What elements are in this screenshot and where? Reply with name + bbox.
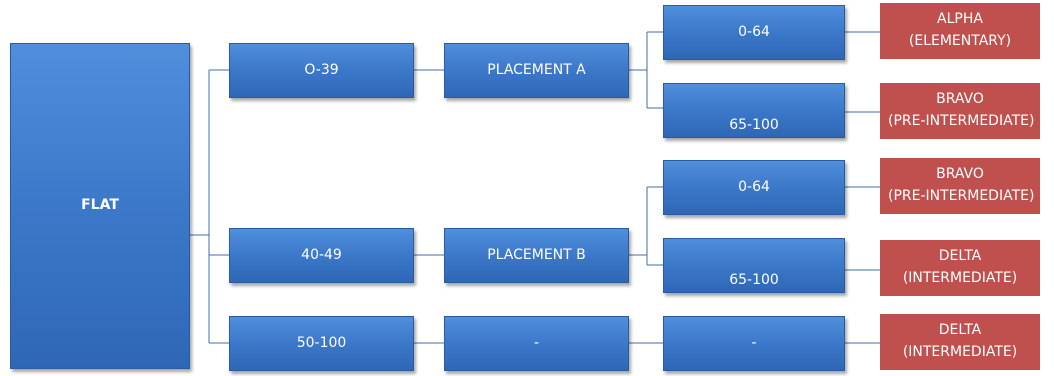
- placement-label: PLACEMENT A: [487, 61, 586, 78]
- level-name: BRAVO: [936, 91, 984, 108]
- level-name: DELTA: [938, 248, 982, 265]
- score-label: 0-64: [738, 178, 770, 195]
- range-label: 40-49: [301, 246, 342, 263]
- level-node-5: [880, 314, 1040, 370]
- root-node: [10, 43, 190, 369]
- score-label: 0-64: [738, 23, 770, 40]
- root-label: FLAT: [81, 197, 119, 214]
- level-node-1: [880, 3, 1040, 59]
- placement-node-none: [444, 316, 629, 371]
- placement-node-a: [444, 43, 629, 98]
- score-node-2: [663, 83, 845, 138]
- score-label: -: [751, 334, 757, 351]
- range-node-3: [229, 316, 414, 371]
- level-name: DELTA: [938, 322, 982, 339]
- placement-label: PLACEMENT B: [487, 246, 586, 263]
- range-label: 50-100: [296, 334, 347, 351]
- level-name: BRAVO: [936, 166, 984, 183]
- level-detail: (PRE-INTERMEDIATE): [888, 113, 1035, 129]
- level-detail: (PRE-INTERMEDIATE): [888, 188, 1035, 204]
- score-node-4: [663, 238, 845, 293]
- score-label: 65-100: [729, 271, 779, 288]
- level-node-3: [880, 158, 1040, 214]
- range-node-1: [229, 43, 414, 98]
- level-name: ALPHA: [937, 11, 983, 28]
- level-node-4: [880, 240, 1040, 296]
- level-detail: (INTERMEDIATE): [902, 270, 1018, 286]
- level-detail: (INTERMEDIATE): [902, 344, 1018, 360]
- placement-label: -: [533, 334, 540, 351]
- range-label: O-39: [304, 61, 339, 78]
- placement-node-b: [444, 228, 629, 283]
- score-label: 65-100: [729, 116, 779, 133]
- range-node-2: [229, 228, 414, 283]
- level-detail: (ELEMENTARY): [908, 33, 1012, 49]
- score-node-1: [663, 5, 845, 60]
- level-node-2: [880, 83, 1040, 139]
- score-node-3: [663, 160, 845, 215]
- score-node-5: [663, 316, 845, 371]
